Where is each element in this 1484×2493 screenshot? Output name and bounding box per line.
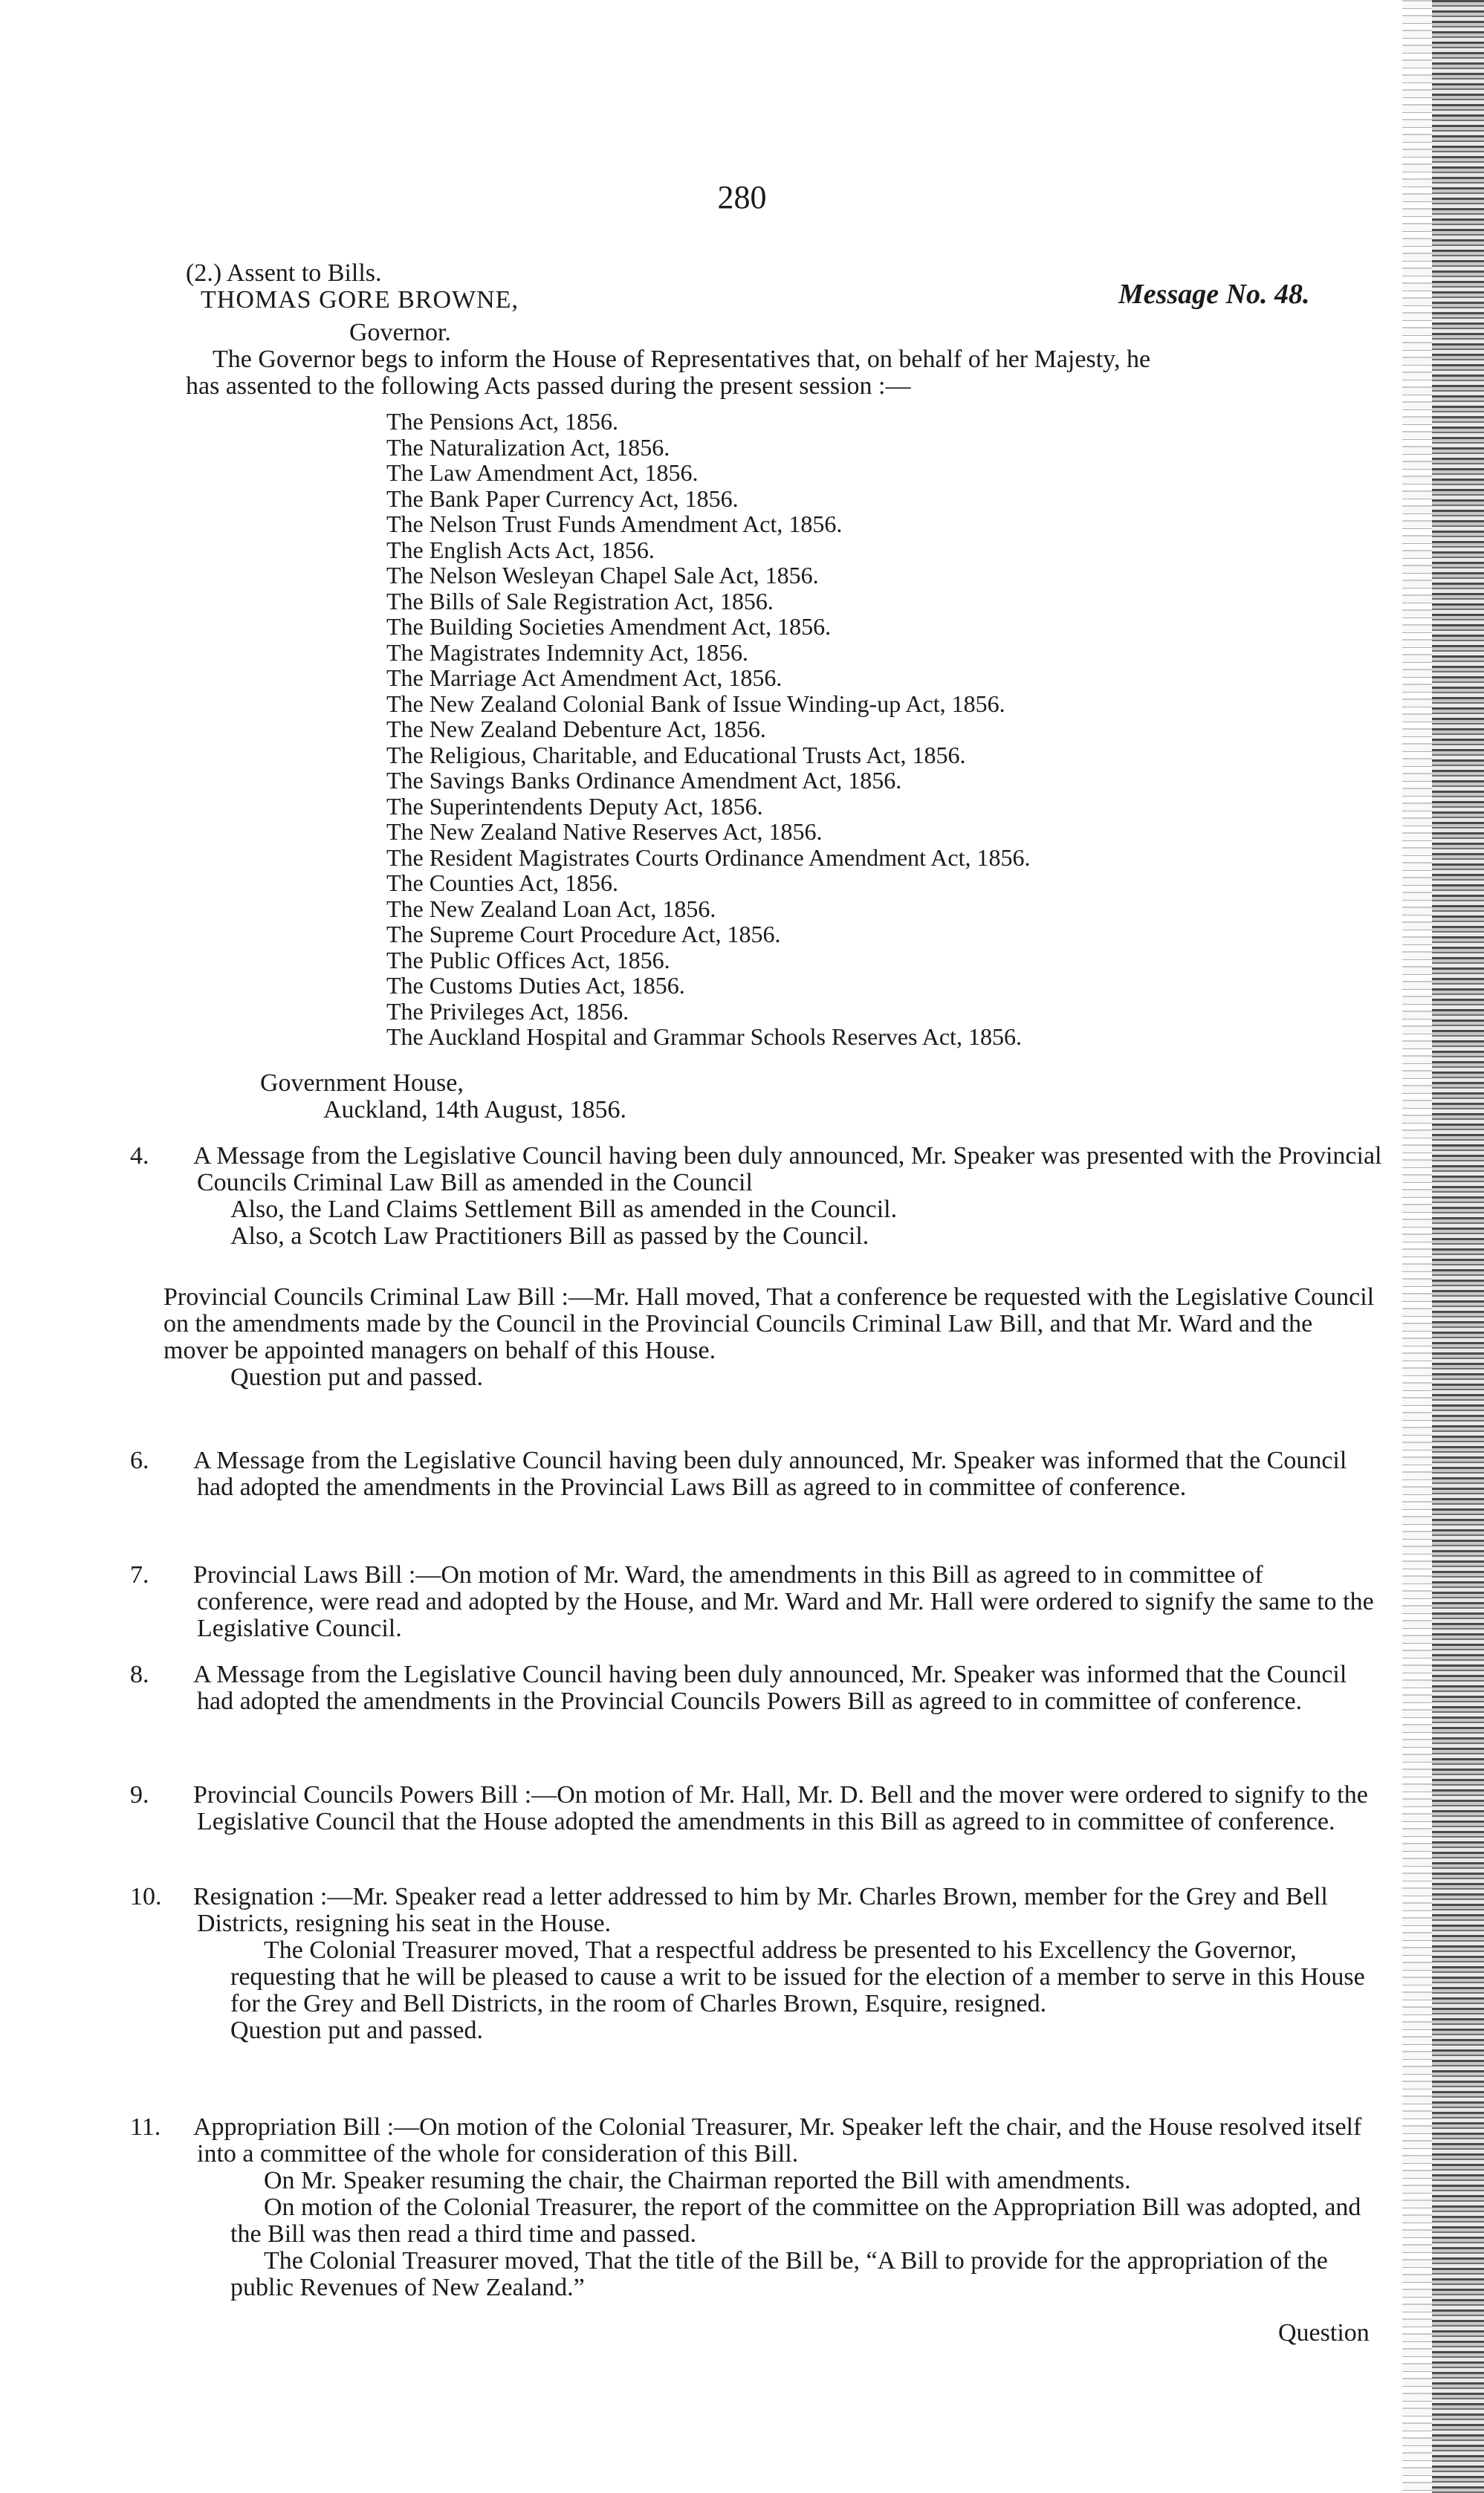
act-item: The New Zealand Colonial Bank of Issue Winding-up Act, 1856. (386, 690, 1005, 717)
item-question: Question put and passed. (230, 2017, 483, 2044)
sign-date: Auckland, 14th August, 1856. (323, 1096, 626, 1124)
minute-item-4 (130, 1142, 1382, 1250)
intro-line-2: has assented to the following Acts passed during the present session :— (186, 372, 911, 400)
minute-item-9 (130, 1781, 1382, 1835)
item-paragraph: On motion of the Colonial Treasurer, the report of the committee on the Appropriation Bill was adopted, and the Bill was then read a third time and passed. (230, 2194, 1361, 2248)
governor-name: THOMAS GORE BROWNE, (201, 286, 519, 314)
item-text: Resignation :—Mr. Speaker read a letter addressed to him by Mr. Charles Brown, member for the Grey and Bell Districts, resigning his seat in the House. (193, 1883, 1328, 1937)
item-also-1: Also, the Land Claims Settlement Bill as amended in the Council. (230, 1196, 898, 1223)
minute-item-8 (130, 1661, 1382, 1715)
act-item: The Marriage Act Amendment Act, 1856. (386, 664, 782, 691)
item-number: 11. (130, 2113, 161, 2141)
minute-item-6 (130, 1447, 1382, 1501)
item-number: 7. (130, 1561, 149, 1589)
item-paragraph: The Colonial Treasurer moved, That the title of the Bill be, “A Bill to provide for the appropriation of the public Revenues of New Zealand.” (230, 2247, 1328, 2301)
minute-item-10 (130, 1883, 1382, 2044)
act-item: The Customs Duties Act, 1856. (386, 972, 685, 999)
assent-heading: (2.) Assent to Bills. (186, 259, 382, 287)
item-number: 8. (130, 1661, 149, 1688)
act-item: The Supreme Court Procedure Act, 1856. (386, 921, 781, 947)
item-question: Question put and passed. (230, 1364, 483, 1391)
governor-title: Governor. (349, 319, 451, 346)
item-text: Provincial Councils Powers Bill :—On motion of Mr. Hall, Mr. D. Bell and the mover were ordered to signify to the Legislative Council that the House adopted the amendments in this Bill as agreed to in committee of conference. (193, 1781, 1368, 1835)
minute-item-5 (163, 1284, 1382, 1391)
act-item: The Bills of Sale Registration Act, 1856. (386, 587, 774, 615)
item-text: Appropriation Bill :—On motion of the Colonial Treasurer, Mr. Speaker left the chair, and the House resolved itself into a committee of the whole for consideration of this Bill. (193, 2113, 1362, 2168)
item-text: A Message from the Legislative Council having been duly announced, Mr. Speaker was informed that the Council had adopted the amendments in the Provincial Councils Powers Bill as agreed to in committee of conference. (193, 1661, 1347, 1715)
act-item: The Savings Banks Ordinance Amendment Act, 1856. (386, 767, 902, 794)
act-item: The Nelson Trust Funds Amendment Act, 1856. (386, 510, 843, 537)
act-item: The Building Societies Amendment Act, 1856. (386, 613, 832, 640)
intro-line-1: The Governor begs to inform the House of Representatives that, on behalf of her Majesty, he (213, 346, 1151, 373)
page-number: 280 (717, 179, 767, 215)
act-item: The New Zealand Native Reserves Act, 1856. (386, 818, 823, 845)
act-item: The Resident Magistrates Courts Ordinance Amendment Act, 1856. (386, 843, 1031, 871)
minute-item-11 (130, 2113, 1382, 2301)
act-item: The New Zealand Debenture Act, 1856. (386, 716, 766, 742)
act-item: The Nelson Wesleyan Chapel Sale Act, 1856. (386, 562, 819, 589)
act-item: The Pensions Act, 1856. (386, 408, 618, 435)
signature-block (260, 1070, 626, 1124)
act-item: The Auckland Hospital and Grammar Schools Reserves Act, 1856. (386, 1023, 1022, 1050)
act-item: The Magistrates Indemnity Act, 1856. (386, 638, 749, 666)
act-item: The English Acts Act, 1856. (386, 536, 655, 563)
scanned-page-edge (1432, 0, 1484, 2493)
act-item: The Religious, Charitable, and Educational Trusts Act, 1856. (386, 741, 966, 768)
act-item: The Law Amendment Act, 1856. (386, 459, 699, 486)
act-item: The Superintendents Deputy Act, 1856. (386, 792, 763, 820)
sign-place: Government House, (260, 1069, 464, 1097)
item-text: Provincial Councils Criminal Law Bill :—Mr. Hall moved, That a conference be requested with the Legislative Council on the amendments made by the Council in the Provincial Councils Criminal Law Bill, and that Mr. Ward and the mover be appointed managers on behalf of this House. (163, 1283, 1375, 1364)
act-item: The Naturalization Act, 1856. (386, 433, 670, 461)
item-text: A Message from the Legislative Council having been duly announced, Mr. Speaker was informed that the Council had adopted the amendments in the Provincial Laws Bill as agreed to in committee of conference. (193, 1447, 1347, 1501)
item-number: 4. (130, 1142, 149, 1170)
act-item: The Privileges Act, 1856. (386, 997, 629, 1025)
item-text: A Message from the Legislative Council having been duly announced, Mr. Speaker was presented with the Provincial Councils Criminal Law Bill as amended in the Council (193, 1142, 1382, 1196)
item-number: 6. (130, 1447, 149, 1474)
act-item: The Bank Paper Currency Act, 1856. (386, 484, 739, 512)
assent-intro (186, 346, 1375, 400)
act-item: The New Zealand Loan Act, 1856. (386, 895, 716, 922)
minute-item-7 (130, 1561, 1382, 1642)
item-also-2: Also, a Scotch Law Practitioners Bill as passed by the Council. (230, 1222, 869, 1250)
act-item: The Counties Act, 1856. (386, 869, 618, 896)
catchword: Question (1278, 2319, 1370, 2347)
item-number: 10. (130, 1883, 162, 1910)
act-item: The Public Offices Act, 1856. (386, 946, 670, 973)
message-number: Message No. 48. (1118, 279, 1310, 310)
item-motion: The Colonial Treasurer moved, That a respectful address be presented to his Excellency the Governor, requesting that he will be pleased to cause a writ to be issued for the election of a member to serve in this House for the Grey and Bell Districts, in the room of Charles Brown, Esquire, resigned. (230, 1936, 1365, 2017)
item-text: Provincial Laws Bill :—On motion of Mr. Ward, the amendments in this Bill as agreed to in committee of conference, were read and adopted by the House, and Mr. Ward and Mr. Hall were ordered to signify the same to the Legislative Council. (193, 1561, 1374, 1642)
item-number: 9. (130, 1781, 149, 1809)
scanned-page-edge-inner (1402, 0, 1432, 2493)
acts-list (386, 409, 1031, 1050)
item-paragraph: On Mr. Speaker resuming the chair, the Chairman reported the Bill with amendments. (264, 2167, 1131, 2194)
